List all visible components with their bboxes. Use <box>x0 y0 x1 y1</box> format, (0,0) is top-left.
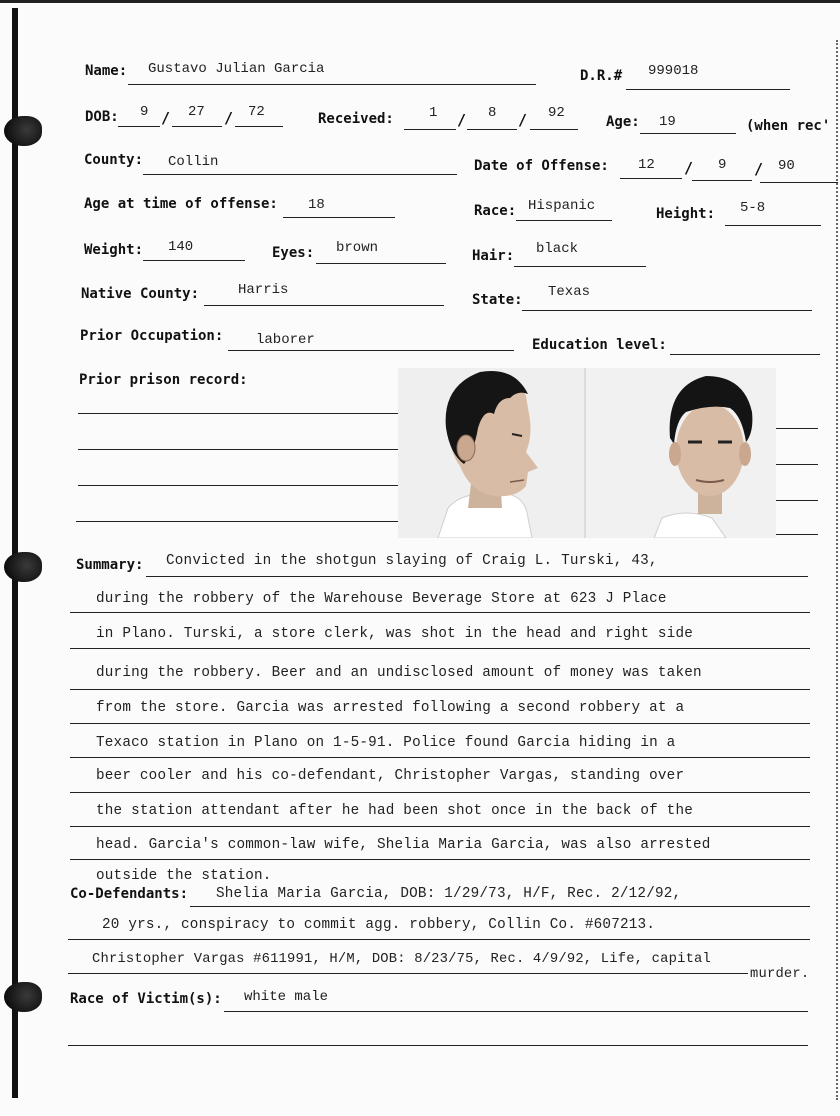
age-line <box>640 133 736 134</box>
native-county-label: Native County: <box>81 286 200 302</box>
offense-slash: / <box>754 160 764 178</box>
offense-slash: / <box>684 159 694 177</box>
summary-line: in Plano. Turski, a store clerk, was shot in the head and right side <box>96 626 694 642</box>
weight-label: Weight: <box>84 242 144 258</box>
offense-month: 12 <box>638 157 655 173</box>
summary-line: the station attendant after he had been shot once in the back of the <box>96 803 694 819</box>
victim-race-line-2 <box>68 1045 808 1046</box>
weight-line <box>143 260 245 261</box>
mugshot-front-panel <box>586 368 776 538</box>
victim-race-label: Race of Victim(s): <box>70 991 222 1007</box>
prison-record-line <box>76 521 400 522</box>
prison-record-label: Prior prison record: <box>79 372 248 388</box>
summary-line: during the robbery of the Warehouse Beverage Store at 623 J Place <box>96 591 667 607</box>
received-month-line <box>404 129 456 130</box>
state-line <box>522 310 812 311</box>
dr-value: 999018 <box>648 63 699 79</box>
punch-hole-icon <box>4 982 42 1012</box>
age-offense-line <box>283 217 395 218</box>
summary-line: outside the station. <box>96 868 272 884</box>
dob-slash: / <box>224 109 234 127</box>
prison-record-line-right <box>776 464 818 465</box>
hair-value: black <box>536 241 579 257</box>
received-label: Received: <box>318 111 394 127</box>
summary-rule <box>70 648 810 649</box>
height-line <box>725 225 821 226</box>
received-year: 92 <box>548 105 565 121</box>
state-value: Texas <box>548 284 591 300</box>
summary-rule <box>70 826 810 827</box>
punch-hole-icon <box>4 552 42 582</box>
summary-line: beer cooler and his co-defendant, Christopher Vargas, standing over <box>96 768 685 784</box>
summary-label: Summary: <box>76 557 144 573</box>
offense-day: 9 <box>718 157 727 173</box>
summary-line: Convicted in the shotgun slaying of Craig L. Turski, 43, <box>166 553 658 569</box>
dob-slash: / <box>161 109 171 127</box>
name-value: Gustavo Julian Garcia <box>148 61 325 77</box>
height-label: Height: <box>656 206 716 222</box>
front-face-icon <box>586 368 776 538</box>
dob-year-line <box>235 126 283 127</box>
occupation-line <box>228 350 514 351</box>
hair-line <box>514 266 646 267</box>
punch-hole-icon <box>4 116 42 146</box>
received-month: 1 <box>429 105 438 121</box>
page-edge-marks <box>836 40 838 1100</box>
dob-year: 72 <box>248 104 265 120</box>
summary-rule <box>70 689 810 690</box>
prison-record-line <box>78 485 400 486</box>
offense-date-label: Date of Offense: <box>474 158 609 174</box>
summary-line: during the robbery. Beer and an undisclosed amount of money was taken <box>96 665 702 681</box>
dob-day-line <box>172 126 222 127</box>
received-year-line <box>530 129 578 130</box>
age-offense-value: 18 <box>308 197 325 213</box>
age-label: Age: <box>606 114 640 130</box>
eyes-line <box>316 263 446 264</box>
education-line <box>670 354 820 355</box>
codefendant-rule <box>68 939 810 940</box>
codefendants-label: Co-Defendants: <box>70 886 189 902</box>
state-label: State: <box>472 292 523 308</box>
mugshot-photo <box>398 368 776 538</box>
victim-race-value: white male <box>244 989 329 1005</box>
prison-record-line <box>78 413 400 414</box>
received-slash: / <box>518 111 528 129</box>
codefendant-rule <box>68 973 748 974</box>
occupation-label: Prior Occupation: <box>80 328 224 344</box>
summary-rule <box>70 723 810 724</box>
education-label: Education level: <box>532 337 667 353</box>
summary-rule <box>70 612 810 613</box>
hair-label: Hair: <box>472 248 515 264</box>
codefendant-line: murder. <box>750 967 810 982</box>
offense-month-line <box>620 178 682 179</box>
offense-year-line <box>760 182 838 183</box>
summary-line: from the store. Garcia was arrested following a second robbery at a <box>96 700 685 716</box>
age-note: (when rec' <box>746 118 831 134</box>
county-label: County: <box>84 152 144 168</box>
race-value: Hispanic <box>528 198 596 214</box>
weight-value: 140 <box>168 239 194 255</box>
mugshot-profile-panel <box>398 368 586 538</box>
prison-record-line-right <box>776 500 818 501</box>
age-offense-label: Age at time of offense: <box>84 196 278 212</box>
county-value: Collin <box>168 154 219 170</box>
summary-rule <box>146 576 808 577</box>
received-day: 8 <box>488 105 497 121</box>
offense-day-line <box>692 180 752 181</box>
race-line <box>516 220 612 221</box>
occupation-value: laborer <box>256 332 315 348</box>
county-line <box>143 174 457 175</box>
prison-record-line-right <box>776 428 818 429</box>
summary-rule <box>70 792 810 793</box>
offense-year: 90 <box>778 158 795 174</box>
codefendant-line: Shelia Maria Garcia, DOB: 1/29/73, H/F, Rec. 2/12/92, <box>216 886 682 902</box>
dob-day: 27 <box>188 104 205 120</box>
prison-record-line-right <box>776 534 818 535</box>
codefendant-rule <box>190 906 810 907</box>
summary-line: Texaco station in Plano on 1-5-91. Police found Garcia hiding in a <box>96 735 676 751</box>
race-label: Race: <box>474 203 517 219</box>
prison-record-line <box>78 449 400 450</box>
dr-line <box>626 89 790 90</box>
page-top-edge <box>0 0 840 3</box>
height-value: 5-8 <box>740 200 766 216</box>
summary-line: head. Garcia's common-law wife, Shelia Maria Garcia, was also arrested <box>96 837 711 853</box>
dob-month-line <box>118 126 160 127</box>
age-value: 19 <box>659 114 676 130</box>
received-day-line <box>467 129 517 130</box>
dob-label: DOB: <box>85 109 119 125</box>
summary-rule <box>70 757 810 758</box>
native-county-value: Harris <box>238 282 289 298</box>
name-label: Name: <box>85 63 128 79</box>
eyes-label: Eyes: <box>272 245 315 261</box>
codefendant-line: 20 yrs., conspiracy to commit agg. robbery, Collin Co. #607213. <box>102 917 656 933</box>
dob-month: 9 <box>140 104 149 120</box>
eyes-value: brown <box>336 240 379 256</box>
profile-face-icon <box>398 368 586 538</box>
codefendant-line: Christopher Vargas #611991, H/M, DOB: 8/23/75, Rec. 4/9/92, Life, capital <box>92 952 712 967</box>
victim-race-line <box>224 1011 808 1012</box>
summary-rule <box>70 859 810 860</box>
name-line <box>128 84 536 85</box>
native-county-line <box>204 305 444 306</box>
received-slash: / <box>457 111 467 129</box>
dr-label: D.R.# <box>580 68 623 84</box>
